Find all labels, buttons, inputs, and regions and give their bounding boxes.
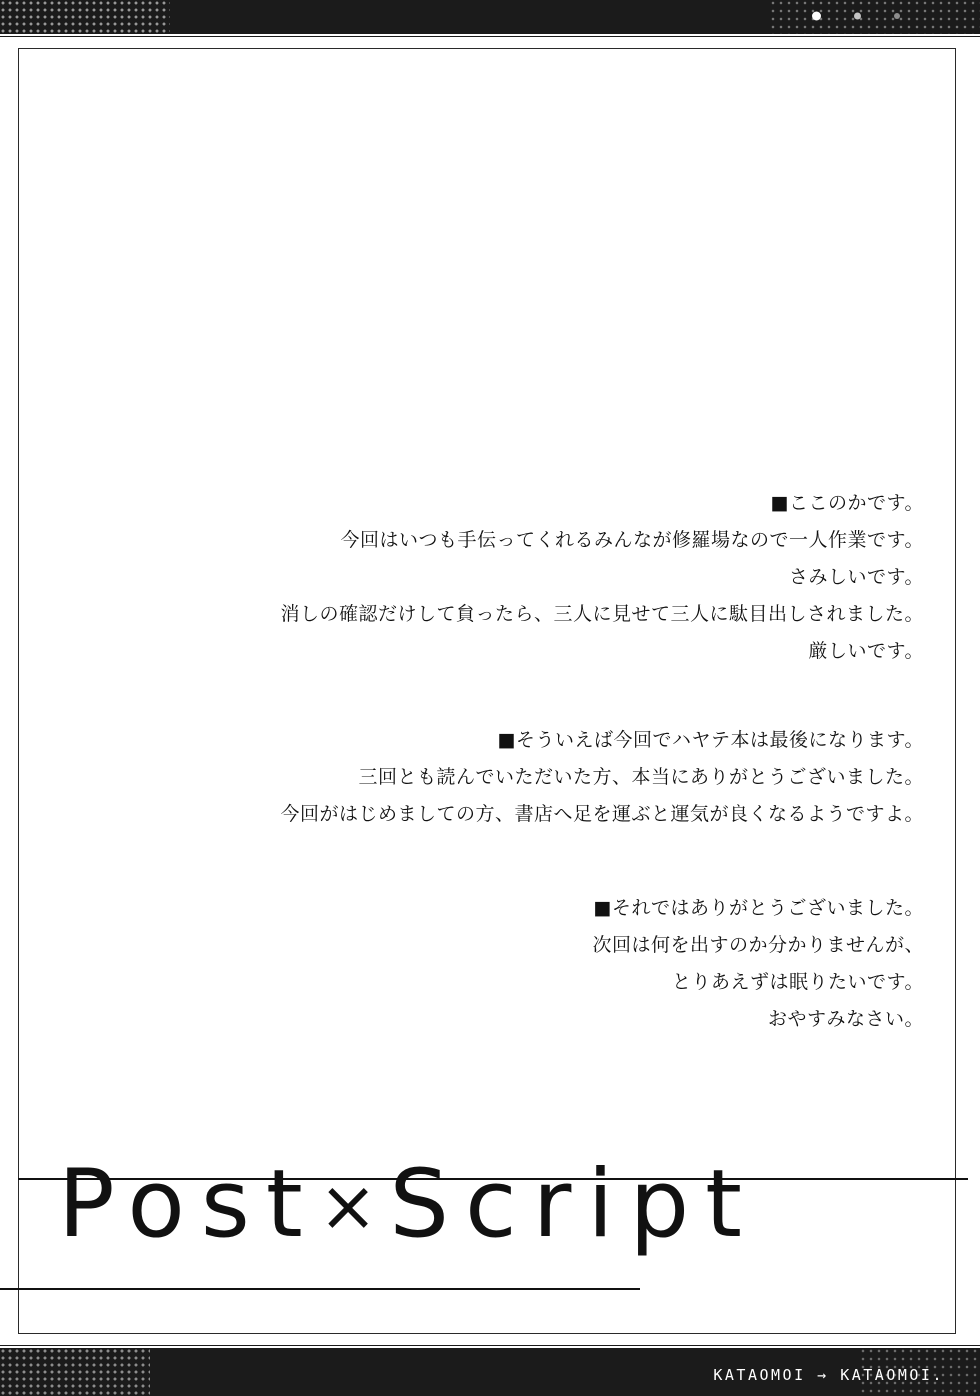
halftone-pattern-bottom-left-icon [0, 1348, 150, 1396]
afterword-line: 次回は何を出すのか分かりませんが、 [592, 934, 924, 957]
afterword-line: 今回はいつも手伝ってくれるみんなが修羅場なので一人作業です。 [340, 529, 924, 552]
afterword-paragraph-3 [592, 890, 924, 1038]
afterword-line: ■それではありがとうございました。 [593, 897, 924, 919]
page-top-rule [0, 36, 980, 37]
dot-small-icon [894, 13, 900, 19]
top-decorative-band [0, 0, 980, 34]
dot-medium-icon [854, 13, 861, 20]
page-title [58, 1150, 758, 1259]
dot-large-icon [812, 12, 821, 21]
title-rule-lower [0, 1288, 640, 1290]
afterword-line: 三回とも読んでいただいた方、本当にありがとうございました。 [358, 766, 924, 789]
page-title-separator: × [318, 1165, 390, 1247]
afterword-line: 厳しいです。 [808, 640, 924, 663]
afterword-line: ■そういえば今回でハヤテ本は最後になります。 [497, 729, 924, 751]
afterword-paragraph-2 [280, 722, 924, 833]
footer-credit: KATAOMOI → KATAOMOI. [713, 1366, 944, 1384]
afterword-line: とりあえずは眠りたいです。 [672, 971, 924, 994]
bottom-decorative-band [0, 1348, 980, 1396]
afterword-line: 消しの確認だけして貟ったら、三人に見せて三人に駄目出しされました。 [280, 603, 924, 626]
afterword-paragraph-1 [280, 485, 924, 670]
afterword-line: おやすみなさい。 [767, 1008, 924, 1031]
page-title-part-two: Script [389, 1150, 758, 1259]
page-title-part-one: Post [58, 1150, 319, 1259]
afterword-line: ■ここのかです。 [770, 492, 924, 514]
decorative-dots [812, 8, 942, 24]
post-script-title-area [0, 1110, 980, 1310]
afterword-line: 今回がはじめましての方、書店へ足を運ぶと運気が良くなるようですよ。 [280, 803, 924, 826]
page-bottom-rule [0, 1345, 980, 1346]
halftone-pattern-left-icon [0, 0, 170, 34]
afterword-line: さみしいです。 [789, 566, 924, 589]
